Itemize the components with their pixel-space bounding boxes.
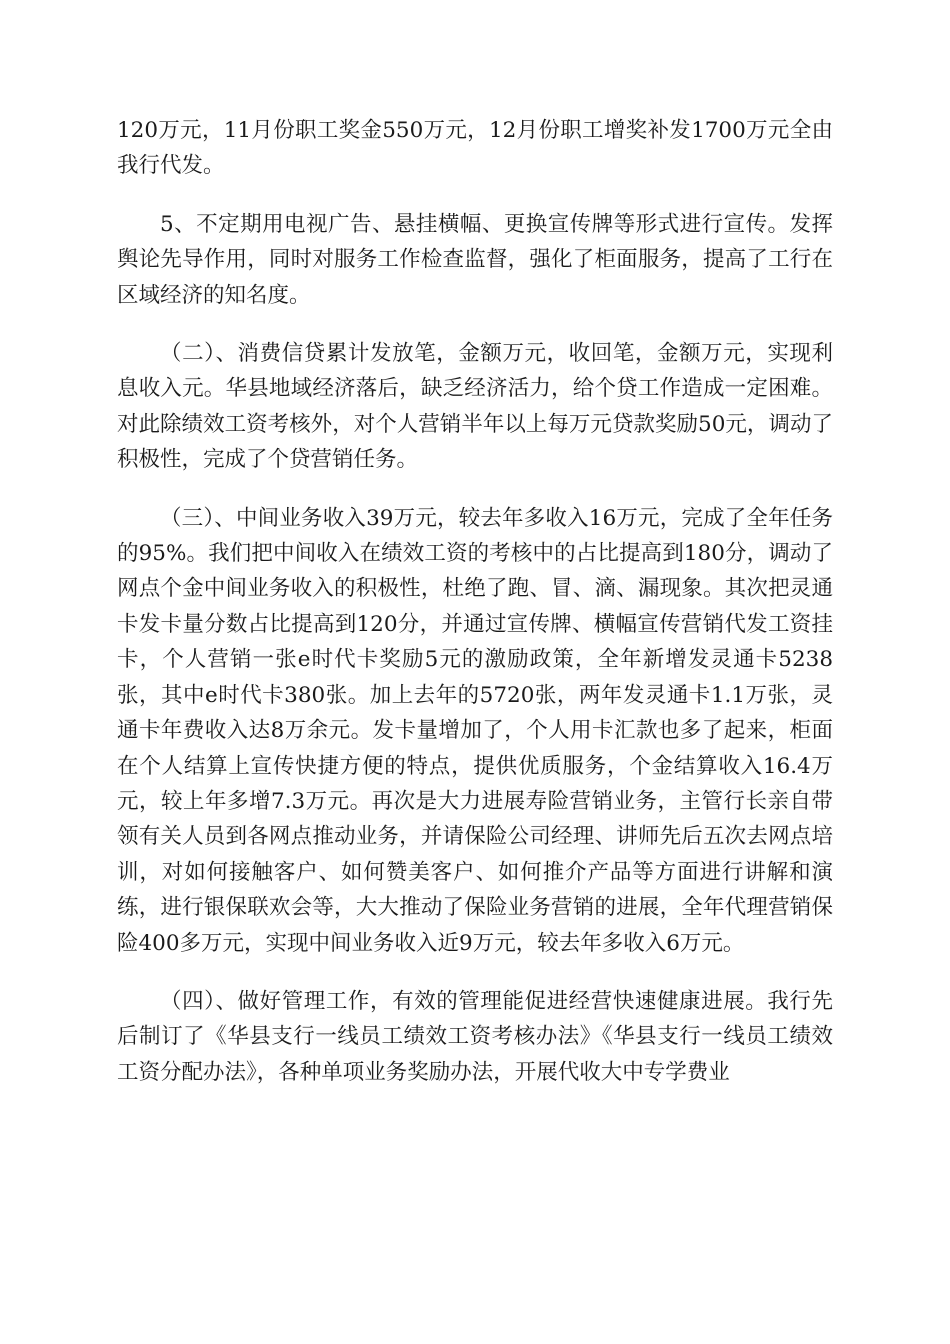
paragraph-item-5-publicity: 5、不定期用电视广告、悬挂横幅、更换宣传牌等形式进行宣传。发挥舆论先导作用，同时对服务工作检查监督，强化了柜面服务，提高了工行在区域经济的知名度。 [117,211,833,308]
paragraph-section-2-consumer-credit: （二）、消费信贷累计发放笔，金额万元，收回笔，金额万元，实现利息收入元。华县地域经济落后，缺乏经济活力，给个贷工作造成一定困难。对此除绩效工资考核外，对个人营销半年以上每万元贷款奖励50元，调动了积极性，完成了个贷营销任务。 [117,341,833,473]
paragraph-continuation: 120万元，11月份职工奖金550万元，12月份职工增奖补发1700万元全由我行代发。 [117,118,833,179]
paragraph-section-4-management: （四）、做好管理工作，有效的管理能促进经营快速健康进展。我行先后制订了《华县支行一线员工绩效工资考核办法》《华县支行一线员工绩效工资分配办法》，各种单项业务奖励办法，开展代收大中专学费业 [117,988,833,1085]
paragraph-section-3-intermediate-business: （三）、中间业务收入39万元，较去年多收入16万元，完成了全年任务的95%。我们把中间收入在绩效工资的考核中的占比提高到180分，调动了网点个金中间业务收入的积极性，杜绝了跑、冒、滴、漏现象。其次把灵通卡发卡量分数占比提高到120分，并通过宣传牌、横幅宣传营销代发工资挂卡，个人营销一张e时代卡奖励5元的激励政策，全年新增发灵通卡5238张，其中e时代卡380张。加上去年的5720张，两年发灵通卡1.1万张，灵通卡年费收入达8万余元。发卡量增加了，个人用卡汇款也多了起来，柜面在个人结算上宣传快捷方便的特点，提供优质服务，个金结算收入16.4万元，较上年多增7.3万元。再次是大力进展寿险营销业务，主管行长亲自带领有关人员到各网点推动业务，并请保险公司经理、讲师先后五次去网点培训，对如何接触客户、如何赞美客户、如何推介产品等方面进行讲解和演练，进行银保联欢会等，大大推动了保险业务营销的进展，全年代理营销保险400多万元，实现中间业务收入近9万元，较去年多收入6万元。 [117,505,833,956]
document-body [117,113,833,1113]
